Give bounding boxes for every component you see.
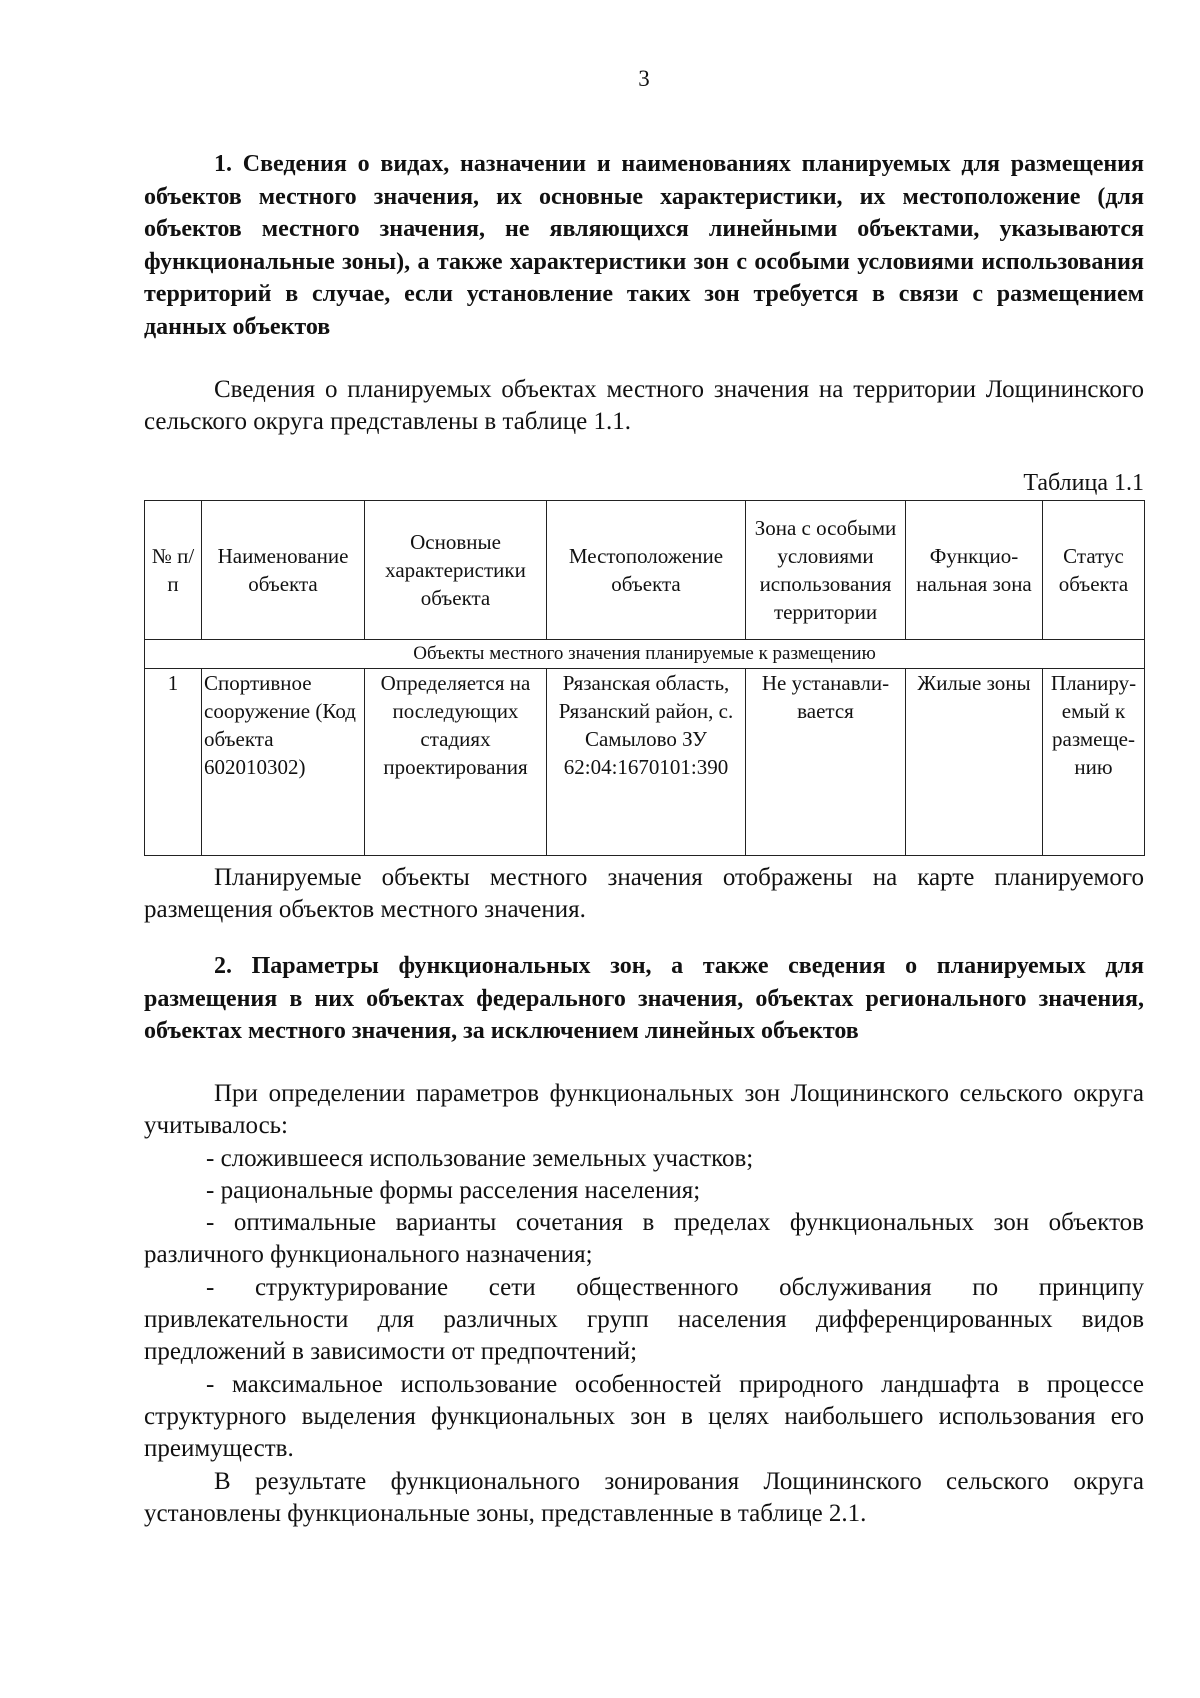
cell-functional-zone: Жилые зоны <box>906 669 1043 856</box>
after-table-paragraph: Планируемые объекты местного значения отображены на карте планируемого размещения объектов местного значения. <box>144 864 1144 923</box>
page-number: 3 <box>638 66 650 91</box>
table-row <box>145 669 1145 856</box>
cell-status: Планиру-емый к размеще-нию <box>1043 669 1145 856</box>
header-location: Местоположение объекта <box>547 501 746 640</box>
cell-special-zone: Не устанавли-вается <box>746 669 906 856</box>
header-special-zone: Зона с особыми условиями использования территории <box>746 501 906 640</box>
header-status: Статус объекта <box>1043 501 1145 640</box>
cell-number: 1 <box>145 669 202 856</box>
cell-location: Рязанская область, Рязанский район, с. Самылово ЗУ 62:04:1670101:390 <box>547 669 746 856</box>
section-row-label: Объекты местного значения планируемые к размещению <box>145 640 1145 669</box>
header-name: Наименование объекта <box>202 501 365 640</box>
section-2-conclusion: В результате функционального зонирования Лощининского сельского округа установлены функциональные зоны, представленные в таблице 2.1. <box>144 1468 1144 1527</box>
header-characteristics: Основные характеристики объекта <box>365 501 547 640</box>
section-1-heading: 1. Сведения о видах, назначении и наименованиях планируемых для размещения объектов местного значения, их основные характеристики, их местоположение (для объектов местного значения, не являющихся линейными объектами, указываются функциональные зоны), а также характеристики зон с особыми условиями использования территорий в случае, если установление таких зон требуется в связи с размещением данных объектов <box>144 151 1144 340</box>
section-1-intro: Сведения о планируемых объектах местного значения на территории Лощининского сельского округа представлены в таблице 1.1. <box>144 376 1144 435</box>
header-functional-zone: Функцио-нальная зона <box>906 501 1043 640</box>
list-item: - максимальное использование особенностей природного ландшафта в процессе структурного выделения функциональных зон в целях наибольшего использования его преимуществ. <box>144 1371 1144 1462</box>
list-item: - сложившееся использование земельных участков; <box>206 1145 754 1172</box>
section-2-intro: При определении параметров функциональных зон Лощининского сельского округа учитывалось: <box>144 1080 1144 1139</box>
list-item: - рациональные формы расселения населения; <box>206 1177 701 1204</box>
cell-name: Спортивное сооружение (Код объекта 602010302) <box>202 669 365 856</box>
list-item: - оптимальные варианты сочетания в пределах функциональных зон объектов различного функционального назначения; <box>144 1209 1144 1268</box>
table-section-row <box>145 640 1145 669</box>
table-caption: Таблица 1.1 <box>1023 470 1144 496</box>
planned-objects-table <box>144 500 1145 856</box>
table-header-row <box>145 501 1145 640</box>
list-item: - структурирование сети общественного обслуживания по принципу привлекательности для различных групп населения дифференцированных видов предложений в зависимости от предпочтений; <box>144 1274 1144 1365</box>
cell-characteristics: Определяется на последующих стадиях проектирования <box>365 669 547 856</box>
header-number: № п/п <box>145 501 202 640</box>
section-2-heading: 2. Параметры функциональных зон, а также сведения о планируемых для размещения в них объектах федерального значения, объектах регионального значения, объектах местного значения, за исключением линейных объектов <box>144 953 1144 1044</box>
